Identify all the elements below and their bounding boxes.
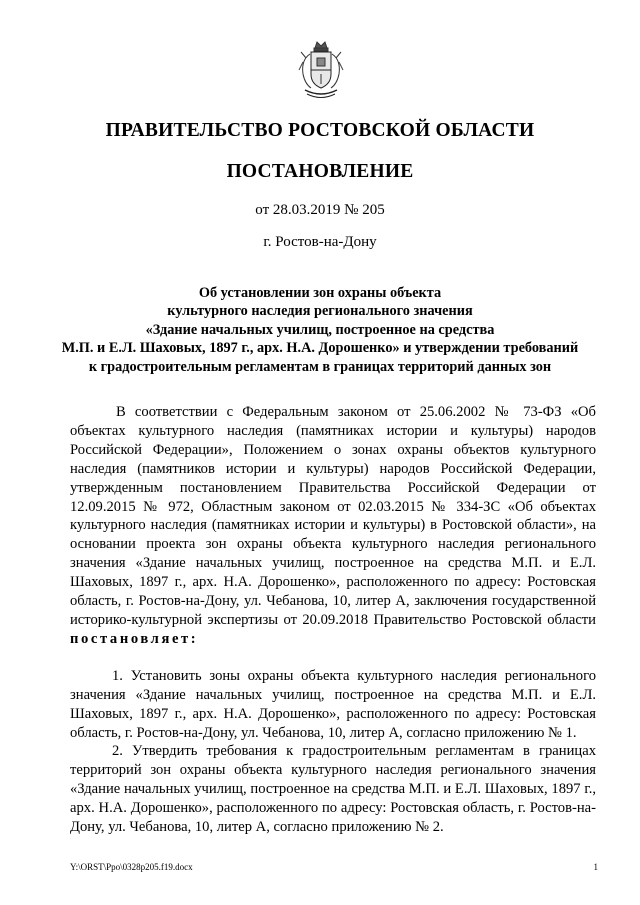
item-1-paragraph: 1. Установить зоны охраны объекта культурного наследия регионального значения «Здание начальных училищ, построенное на средства М.П. и Е.Л. Шаховых, 1897 г., арх. Н.А. Дорошенко», расположенного по адресу: Ростовская область, г. Ростов-на-Дону, ул. Чебанова, 10, литер А, согласно приложению № 1.: [70, 667, 596, 741]
page-number: 1: [593, 862, 598, 872]
document-body: [70, 403, 596, 837]
preamble-paragraph: [70, 403, 596, 649]
document-type-title: ПОСТАНОВЛЕНИЕ: [226, 161, 414, 182]
date-and-number: от 28.03.2019 № 205: [255, 202, 385, 218]
resolves-keyword: постановляет:: [70, 630, 199, 647]
item-2-paragraph: 2. Утвердить требования к градостроительным регламентам в границах территорий зон охраны объекта культурного наследия регионального значения «Здание начальных училищ, построенное на средства М.П. и Е.Л. Шаховых, 1897 г., арх. Н.А. Дорошенко», расположенного по адресу: Ростовская область, г. Ростов-на-Дону, ул. Чебанова, 10, литер А, согласно приложению № 2.: [70, 743, 596, 836]
issue-place: г. Ростов-на-Дону: [263, 234, 377, 250]
organization-title: ПРАВИТЕЛЬСТВО РОСТОВСКОЙ ОБЛАСТИ: [105, 120, 535, 141]
document-subject: [60, 284, 580, 376]
subject-line: Об установлении зон охраны объекта: [198, 285, 442, 301]
subject-line: культурного наследия регионального значения: [167, 303, 473, 320]
subject-line: М.П. и Е.Л. Шаховых, 1897 г., арх. Н.А. Дорошенко» и утверждении требований: [61, 340, 579, 357]
coat-of-arms-icon: [297, 40, 345, 102]
subject-line: «Здание начальных училищ, построенное на средства: [145, 321, 495, 338]
preamble-text: В соответствии с Федеральным законом от 25.06.2002 № 73-ФЗ «Об объектах культурного наследия (памятниках истории и культуры) народов Российской Федерации», Положением о зонах охраны объектов культурного наследия (памятников истории и культуры) народов Российской Федерации, утвержденным постановлением Правительства Российской Федерации от 12.09.2015 № 972, Областным законом от 02.03.2015 № 334-ЗС «Об объектах культурного наследия (памятниках истории и культуры) в Ростовской области», на основании проекта зон охраны объекта культурного наследия регионального значения «Здание начальных училищ, построенное на средства М.П. и Е.Л. Шаховых, 1897 г., арх. Н.А. Дорошенко», расположенного по адресу: Ростовская область, г. Ростов-на-Дону, ул. Чебанова, 10, литер А, заключения государственной историко-культурной экспертизы от 20.09.2018 Правительство Ростовской области: [70, 404, 596, 628]
subject-line: к градостроительным регламентам в границах территорий данных зон: [88, 358, 552, 375]
file-path-footer: Y:\ORST\Ppo\0328p205.f19.docx: [70, 862, 193, 872]
